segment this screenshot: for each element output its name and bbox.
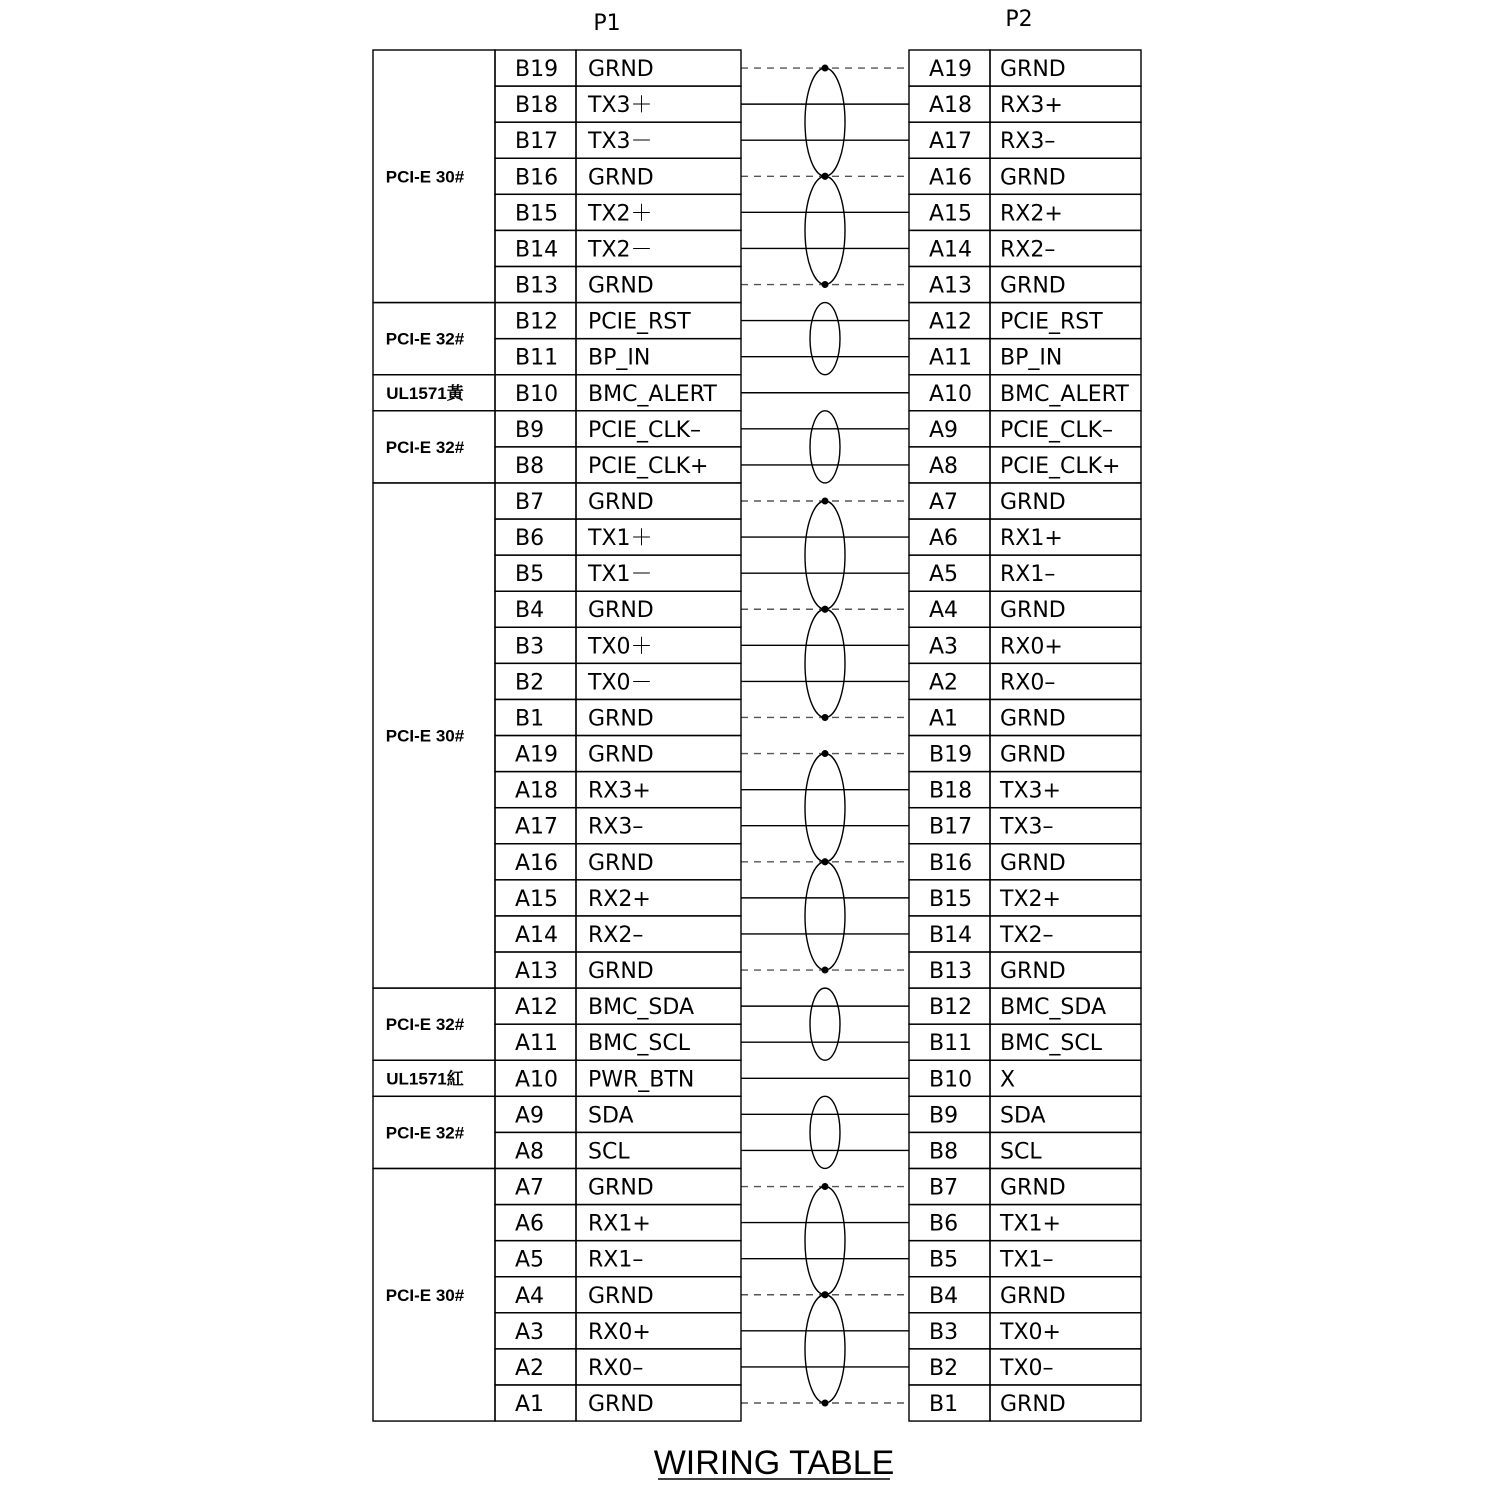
p2-pin-label: A5: [929, 562, 959, 588]
p1-pin-label: B6: [515, 526, 545, 552]
p1-signal-label: GRND: [588, 57, 654, 83]
p1-signal-label: GRND: [588, 598, 654, 624]
p1-pin-label: B14: [515, 237, 559, 263]
p2-pin-label: A3: [929, 634, 959, 660]
p2-signal-label: RX2+: [1000, 201, 1063, 227]
p1-signal-label: PCIE_CLK+: [588, 453, 709, 479]
p2-pin-label: A10: [929, 381, 973, 407]
p2-pin-label: B1: [929, 1392, 959, 1417]
p1-pin-label: A16: [515, 850, 559, 876]
p1-pin-label: A9: [515, 1103, 545, 1129]
p1-pin-label: B17: [515, 129, 559, 155]
p2-pin-label: B18: [929, 778, 973, 804]
p1-signal-label: GRND: [588, 273, 654, 299]
p2-pin-label: B6: [929, 1211, 959, 1237]
p2-signal-label: TX3–: [1000, 814, 1054, 840]
p1-pin-label: A7: [515, 1175, 545, 1201]
p1-pin-label: A15: [515, 886, 559, 912]
p2-pin-label: B17: [929, 814, 973, 840]
p1-pin-label: A14: [515, 922, 559, 948]
twisted-pair-markers: [805, 65, 845, 1407]
p2-pin-label: A19: [929, 57, 973, 83]
p1-pin-label: B4: [515, 598, 545, 624]
p2-signal-label: GRND: [1000, 742, 1066, 768]
p2-pin-label: B7: [929, 1175, 959, 1201]
p2-signal-label: RX0–: [1000, 670, 1056, 696]
p1-pin-label: B8: [515, 453, 545, 479]
p1-pin-label: B10: [515, 381, 559, 407]
drain-junction-dot: [822, 281, 829, 288]
p1-signal-label: RX3+: [588, 778, 651, 804]
drain-junction-dot: [822, 498, 829, 505]
p1-pin-label: A3: [515, 1319, 545, 1345]
p1-pin-label: B13: [515, 273, 559, 299]
p1-signal-label: TX3＋: [588, 93, 653, 119]
p2-pin-label: A7: [929, 490, 959, 515]
p2-signal-label: TX2–: [1000, 922, 1054, 948]
p1-signal-label: RX0–: [588, 1355, 644, 1381]
p1-signal-label: PWR_BTN: [588, 1067, 695, 1093]
p1-pin-label: B1: [515, 706, 545, 732]
p2-signal-label: GRND: [1000, 490, 1066, 515]
p1-pin-label: B15: [515, 201, 559, 227]
shielded-pair-oval: [805, 1295, 845, 1403]
p1-pin-label: B5: [515, 562, 545, 588]
p2-signal-label: RX1+: [1000, 526, 1063, 552]
p1-signal-label: PCIE_CLK–: [588, 417, 702, 443]
p2-signal-label: BP_IN: [1000, 345, 1063, 371]
p2-signal-label: PCIE_RST: [1000, 309, 1103, 335]
p1-pin-label: B19: [515, 57, 559, 83]
p2-pin-label: B14: [929, 922, 973, 948]
p1-pin-label: A13: [515, 959, 559, 985]
cable-group-label: UL1571紅: [386, 1069, 464, 1089]
cable-group-label: PCI-E 30#: [385, 167, 465, 187]
p1-signal-label: RX2+: [588, 886, 651, 912]
p1-signal-label: BMC_ALERT: [588, 381, 717, 407]
p1-pin-label: A19: [515, 742, 559, 768]
p2-signal-label: TX1+: [1000, 1211, 1061, 1237]
p1-signal-label: RX0+: [588, 1319, 651, 1345]
cable-group-label: PCI-E 32#: [385, 329, 465, 349]
p1-header: P1: [593, 11, 621, 36]
p1-pin-label: A11: [515, 1031, 559, 1057]
p2-signal-label: GRND: [1000, 959, 1066, 985]
p2-signal-label: RX0+: [1000, 634, 1063, 660]
p1-signal-label: SCL: [588, 1139, 630, 1165]
p1-signal-label: TX3－: [588, 129, 653, 155]
p1-pin-label: A17: [515, 814, 559, 840]
drain-junction-dot: [822, 1400, 829, 1407]
p1-signal-label: GRND: [588, 1283, 654, 1309]
p1-pin-label: B7: [515, 490, 545, 515]
shielded-pair-oval: [805, 176, 845, 284]
p1-signal-label: GRND: [588, 165, 654, 191]
p2-signal-label: SDA: [1000, 1103, 1046, 1129]
p1-signal-label: RX1+: [588, 1211, 651, 1237]
wires-layer: [741, 68, 909, 1403]
p2-signal-label: BMC_ALERT: [1000, 381, 1129, 407]
p1-signal-label: GRND: [588, 1392, 654, 1417]
cable-group-label: UL1571黃: [386, 383, 464, 403]
p2-signal-label: PCIE_CLK+: [1000, 453, 1121, 479]
p2-pin-label: A17: [929, 129, 973, 155]
p2-pin-label: A9: [929, 417, 959, 443]
p1-signal-label: TX0－: [588, 670, 653, 696]
p1-pin-label: B2: [515, 670, 545, 696]
shielded-pair-oval: [805, 754, 845, 862]
p1-signal-label: TX0＋: [588, 634, 653, 660]
p2-pin-label: B8: [929, 1139, 959, 1165]
cable-group-label: PCI-E 32#: [385, 1123, 465, 1143]
p2-signal-label: GRND: [1000, 850, 1066, 876]
p2-pin-label: A4: [929, 598, 959, 624]
p1-signal-label: TX1－: [588, 562, 653, 588]
cable-group-label: PCI-E 32#: [385, 1015, 465, 1035]
p1-signal-label: GRND: [588, 742, 654, 768]
p1-pin-label: A12: [515, 995, 559, 1021]
p2-signal-label: GRND: [1000, 1283, 1066, 1309]
p1-signal-label: PCIE_RST: [588, 309, 691, 335]
p1-signal-label: SDA: [588, 1103, 634, 1129]
p2-signal-label: RX2–: [1000, 237, 1056, 263]
p2-pin-label: A2: [929, 670, 959, 696]
diagram-caption: WIRING TABLE: [653, 1444, 895, 1482]
p2-pin-label: B5: [929, 1247, 959, 1273]
p2-signal-label: SCL: [1000, 1139, 1042, 1165]
drain-junction-dot: [822, 714, 829, 721]
p2-pin-label: A6: [929, 526, 959, 552]
p2-signal-label: RX3–: [1000, 129, 1056, 155]
p1-pin-label: A8: [515, 1139, 545, 1165]
p2-pin-label: A12: [929, 309, 973, 335]
p2-pin-label: A13: [929, 273, 973, 299]
p2-pin-label: B12: [929, 995, 973, 1021]
p2-pin-label: B16: [929, 850, 973, 876]
p1-pin-label: B3: [515, 634, 545, 660]
p1-signal-label: TX2－: [588, 237, 653, 263]
cable-group-label: PCI-E 30#: [385, 726, 465, 746]
p2-pin-label: B2: [929, 1355, 959, 1381]
p2-pin-label: A1: [929, 706, 959, 732]
p2-connector-table: [909, 50, 1141, 1421]
p1-pin-label: A5: [515, 1247, 545, 1273]
p2-pin-label: A11: [929, 345, 973, 371]
twisted-pair-oval: [810, 1096, 840, 1168]
p2-signal-label: GRND: [1000, 273, 1066, 299]
p1-signal-label: BP_IN: [588, 345, 651, 371]
p2-signal-label: GRND: [1000, 1175, 1066, 1201]
p1-pin-label: A10: [515, 1067, 559, 1093]
p2-signal-label: TX0–: [1000, 1355, 1054, 1381]
p2-pin-label: B10: [929, 1067, 973, 1093]
p1-pin-label: A6: [515, 1211, 545, 1237]
p2-signal-label: PCIE_CLK–: [1000, 417, 1114, 443]
cable-group-label: PCI-E 30#: [385, 1285, 465, 1305]
p2-signal-label: GRND: [1000, 57, 1066, 83]
p2-signal-label: BMC_SCL: [1000, 1031, 1103, 1057]
drain-junction-dot: [822, 606, 829, 613]
p2-pin-label: B9: [929, 1103, 959, 1129]
shielded-pair-oval: [805, 68, 845, 176]
p2-signal-label: TX2+: [1000, 886, 1061, 912]
p2-signal-label: GRND: [1000, 165, 1066, 191]
p1-signal-label: TX1＋: [588, 526, 653, 552]
p1-pin-label: B18: [515, 93, 559, 119]
p2-signal-label: TX0+: [1000, 1319, 1061, 1345]
shielded-pair-oval: [805, 501, 845, 609]
p2-signal-label: GRND: [1000, 706, 1066, 732]
p2-pin-label: A15: [929, 201, 973, 227]
p2-pin-label: B3: [929, 1319, 959, 1345]
p2-signal-label: RX1–: [1000, 562, 1056, 588]
p1-signal-label: TX2＋: [588, 201, 653, 227]
drain-junction-dot: [822, 967, 829, 974]
p1-signal-label: RX3–: [588, 814, 644, 840]
p2-pin-label: B13: [929, 959, 973, 985]
p1-pin-label: A2: [515, 1355, 545, 1381]
p2-header: P2: [1005, 7, 1033, 32]
p1-signal-label: GRND: [588, 850, 654, 876]
drain-junction-dot: [822, 750, 829, 757]
cable-group-label: PCI-E 32#: [385, 437, 465, 457]
p1-pin-label: B9: [515, 417, 545, 443]
shielded-pair-oval: [805, 609, 845, 717]
p1-pin-label: B16: [515, 165, 559, 191]
p1-pin-label: B11: [515, 345, 559, 371]
p1-pin-label: A4: [515, 1283, 545, 1309]
p1-signal-label: GRND: [588, 1175, 654, 1201]
p2-pin-label: B4: [929, 1283, 959, 1309]
p2-pin-label: A16: [929, 165, 973, 191]
drain-junction-dot: [822, 65, 829, 72]
drain-junction-dot: [822, 1183, 829, 1190]
p1-signal-label: BMC_SCL: [588, 1031, 691, 1057]
p2-signal-label: GRND: [1000, 1392, 1066, 1417]
p2-signal-label: TX1–: [1000, 1247, 1054, 1273]
shielded-pair-oval: [805, 1187, 845, 1295]
p1-signal-label: GRND: [588, 490, 654, 515]
p2-pin-label: B15: [929, 886, 973, 912]
p1-pin-label: A18: [515, 778, 559, 804]
drain-junction-dot: [822, 173, 829, 180]
p2-signal-label: RX3+: [1000, 93, 1063, 119]
twisted-pair-oval: [810, 988, 840, 1060]
shielded-pair-oval: [805, 862, 845, 970]
cable-group-column: [373, 50, 495, 1421]
p1-connector-table: [495, 50, 741, 1421]
drain-junction-dot: [822, 1291, 829, 1298]
twisted-pair-oval: [810, 303, 840, 375]
p1-signal-label: RX2–: [588, 922, 644, 948]
p2-signal-label: BMC_SDA: [1000, 995, 1107, 1021]
p2-pin-label: A14: [929, 237, 973, 263]
p1-signal-label: BMC_SDA: [588, 995, 695, 1021]
p2-pin-label: A18: [929, 93, 973, 119]
p2-pin-label: A8: [929, 453, 959, 479]
p1-pin-label: A1: [515, 1392, 545, 1417]
p1-signal-label: RX1–: [588, 1247, 644, 1273]
p2-signal-label: X: [1000, 1067, 1016, 1093]
p1-pin-label: B12: [515, 309, 559, 335]
p2-pin-label: B19: [929, 742, 973, 768]
drain-junction-dot: [822, 858, 829, 865]
p2-pin-label: B11: [929, 1031, 973, 1057]
twisted-pair-oval: [810, 411, 840, 483]
p2-signal-label: TX3+: [1000, 778, 1061, 804]
p1-signal-label: GRND: [588, 959, 654, 985]
p2-signal-label: GRND: [1000, 598, 1066, 624]
p1-signal-label: GRND: [588, 706, 654, 732]
